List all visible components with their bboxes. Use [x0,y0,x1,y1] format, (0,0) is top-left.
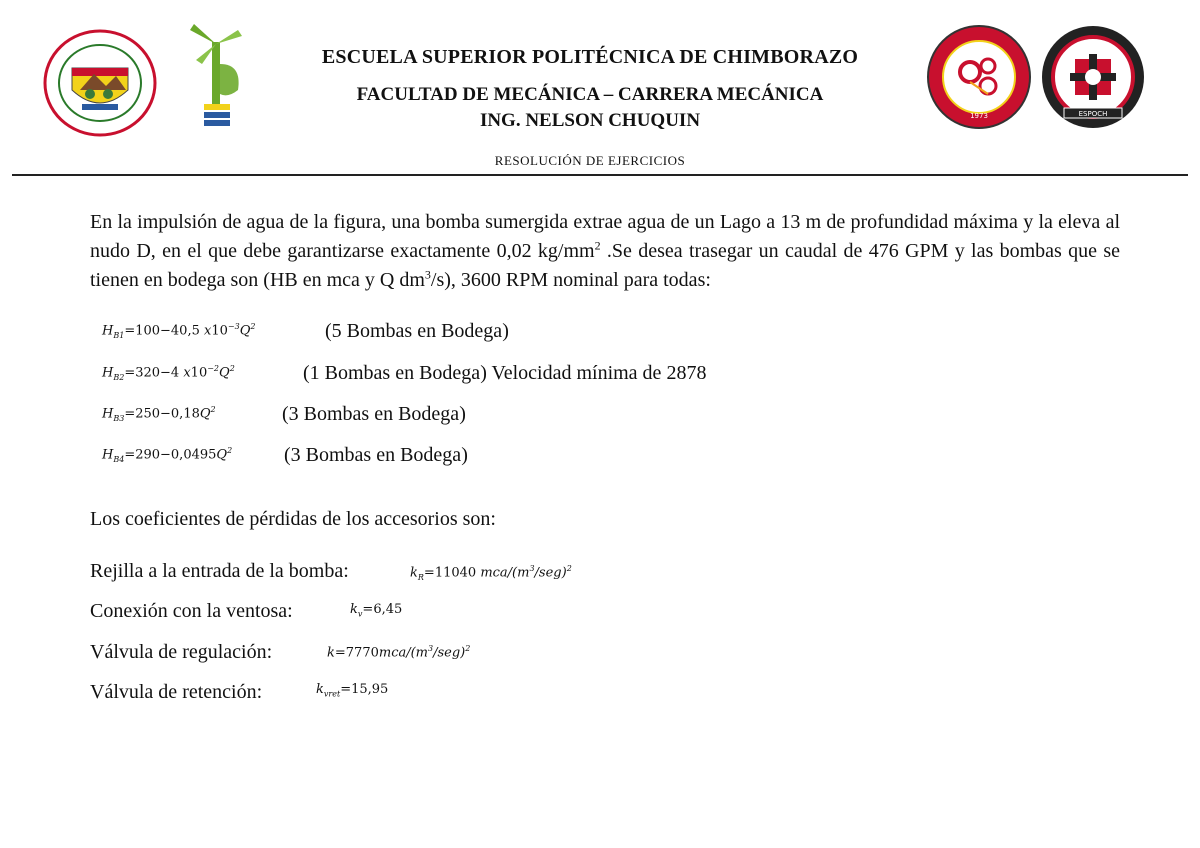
header-divider [12,174,1188,176]
problem-statement [90,208,1120,295]
accessory-label: Válvula de retención: [90,681,263,703]
pump-note: (1 Bombas en Bodega) Velocidad mínima de 2878 [303,362,707,384]
accessory-equation: $k_R=11040$ mca/$(m^3/seg)^2$ [410,564,572,582]
faculty-title: FACULTAD DE MECÁNICA – CARRERA MECÁNICA [356,84,824,105]
accessory-label: Conexión con la ventosa: [90,600,293,622]
pump-equation: $H_{B3}=250-0,18Q^2$ [102,405,216,423]
institution-title: ESCUELA SUPERIOR POLITÉCNICA DE CHIMBORAZO [321,46,859,68]
pump-equation-row [102,405,216,435]
pump-equation-row [102,364,235,394]
pump-note: (5 Bombas en Bodega) [325,320,509,342]
pump-note: (3 Bombas en Bodega) [284,444,468,466]
pump-equation-row [102,322,255,352]
career-mechanics-logo [1040,24,1146,130]
losses-heading: Los coeficientes de pérdidas de los accesorios son: [90,508,496,530]
accessory-equation: $k_v=6,45$ [350,602,403,619]
problem-text-1: En la impulsión de agua de la figura, una bomba sumergida extrae agua de un Lago a 13 m de profundidad máxima y la eleva al nudo D, en el que debe garantizarse exactamente 0,02 kg/mm [90,211,1120,262]
faculty-year: 1973 [970,112,988,120]
accessory-label: Válvula de regulación: [90,641,273,663]
accessory-equation: $k_{vret}=15,95$ [316,682,389,699]
instructor-name: ING. NELSON CHUQUIN [479,110,701,131]
section-title: RESOLUCIÓN DE EJERCICIOS [494,153,686,168]
accessory-label: Rejilla a la entrada de la bomba: [90,560,349,582]
espoch-seal-logo [42,28,158,138]
pump-equation-row [102,446,232,476]
pump-equation: $H_{B4}=290-0,0495Q^2$ [102,446,233,464]
career-banner-text: ESPOCH [1078,110,1108,118]
pump-equation: $H_{B1}=100-40,5$ $x10^{-3}Q^2$ [102,322,256,340]
accessory-equation: $k=7770mca/(m^3/seg)^2$ [327,644,471,661]
problem-sup-1: 2 [594,238,601,253]
problem-text-3: /s), 3600 RPM nominal para todas: [430,269,711,291]
problem-text-2: .Se desea trasegar un caudal de 476 GPM y las bombas que se tienen en bodega son (HB en mca y Q dm [90,240,1121,291]
pump-note: (3 Bombas en Bodega) [282,403,466,425]
pump-equation: $H_{B2}=320-4$ $x10^{-2}Q^2$ [102,364,235,382]
problem-sup-2: 3 [424,267,431,282]
